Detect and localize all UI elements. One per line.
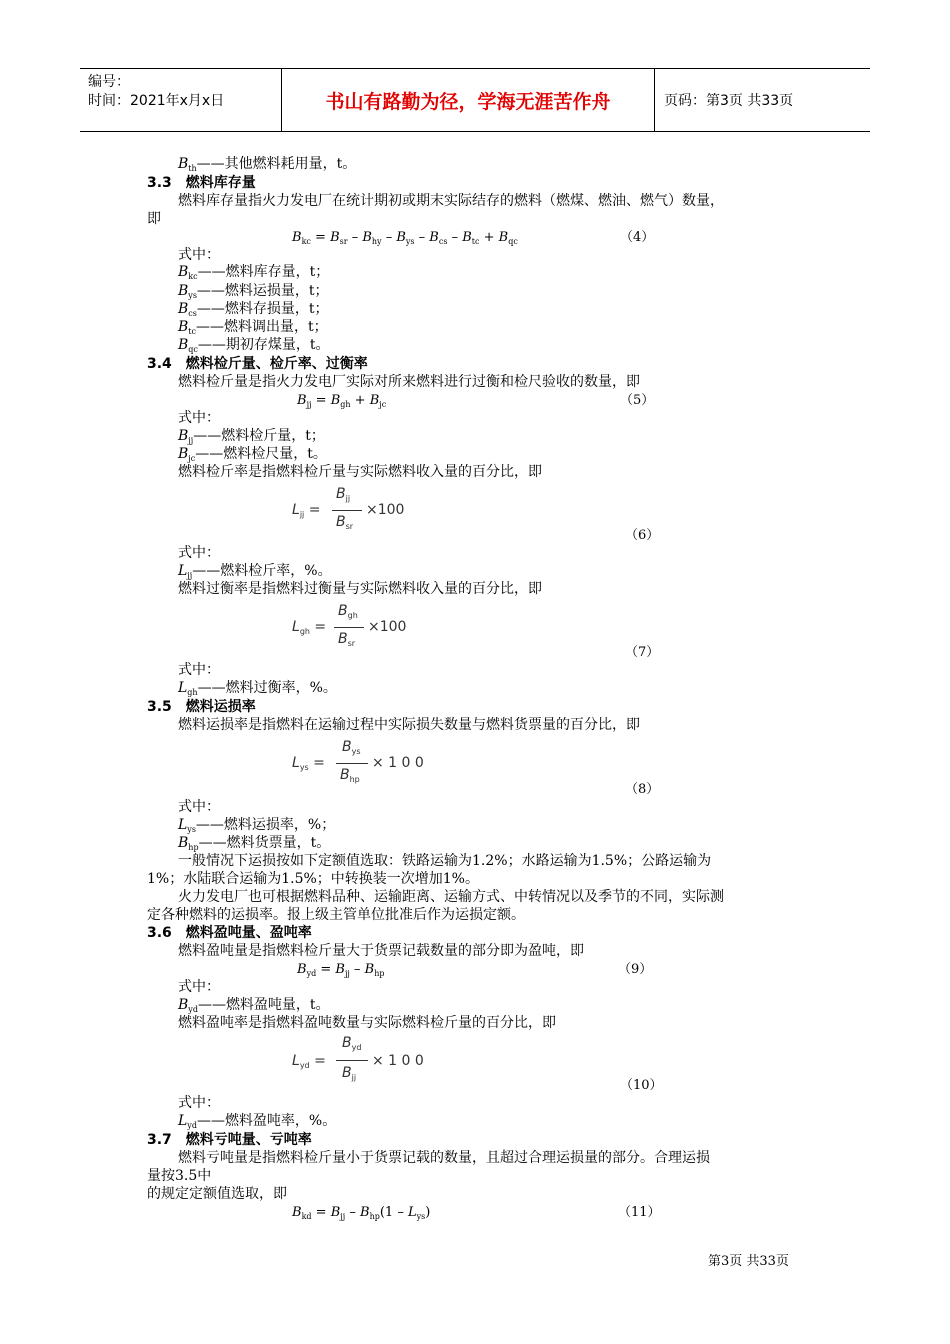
paragraph: 燃料盈吨量是指燃料检斤量大于货票记载数量的部分即为盈吨，即 [178, 943, 584, 959]
definition: $B_{cs}——$燃料存损量，t； [178, 301, 329, 318]
motto: 书山有路勤为径，学海无涯苦作舟 [325, 90, 611, 113]
section-heading: 3.4 燃料检斤量、检斤率、过衡率 [147, 356, 368, 372]
paragraph: 式中： [178, 1095, 220, 1111]
definition: $L_{gh}——$燃料过衡率，%。 [178, 680, 337, 697]
equation-8: $L_{ys}$ = $B_{ys}$ $B_{hp}$ × 1 0 0 [292, 739, 424, 784]
section-heading: 3.5 燃料运损率 [147, 699, 256, 715]
time-label: 时间：2021年x月x日 [88, 93, 225, 109]
paragraph: 燃料运损率是指燃料在运输过程中实际损失数量与燃料货票量的百分比，即 [178, 717, 640, 733]
page-label: 页码：第3页 共33页 [664, 93, 794, 109]
def-bth: $B_{th}——$其他燃料耗用量，t。 [178, 156, 357, 173]
page-footer: 第3页 共33页 [708, 1254, 789, 1269]
definition: $B_{yd}——$燃料盈吨量，t。 [178, 997, 330, 1014]
paragraph: 式中： [178, 979, 220, 995]
equation-7: $L_{gh}$ = $B_{gh}$ $B_{sr}$ ×100 [292, 603, 407, 648]
header-meta [88, 73, 224, 111]
section-heading: 3.7 燃料亏吨量、亏吨率 [147, 1132, 312, 1148]
paragraph: 燃料亏吨量是指燃料检斤量小于货票记载的数量，且超过合理运损量的部分。合理运损 [178, 1150, 710, 1166]
definition: $B_{ys}——$燃料运损量，t； [178, 283, 329, 300]
definition: $B_{jj}——$燃料检斤量，t； [178, 428, 325, 445]
definition: $B_{tc}——$燃料调出量，t； [178, 319, 328, 336]
definition: $B_{hp}——$燃料货票量，t。 [178, 835, 331, 852]
paragraph: 量按3.5中 [147, 1168, 212, 1184]
paragraph: 1%；水陆联合运输为1.5%；中转换装一次增加1%。 [147, 871, 479, 887]
equation-number: （8） [625, 782, 660, 797]
header-divider [654, 69, 655, 131]
paragraph: 燃料盈吨率是指燃料盈吨数量与实际燃料检斤量的百分比，即 [178, 1015, 556, 1031]
equation-number: （7） [625, 645, 660, 660]
equation-number: （11） [618, 1205, 661, 1220]
paragraph: 定各种燃料的运损率。报上级主管单位批准后作为运损定额。 [147, 907, 525, 923]
paragraph: 燃料检斤量是指火力发电厂实际对所来燃料进行过衡和检尺验收的数量，即 [178, 374, 640, 390]
equation-number: （9） [618, 962, 653, 977]
equation-5: $B_{jj} = B_{gh} + B_{jc}$ [297, 393, 387, 409]
paragraph: 燃料检斤率是指燃料检斤量与实际燃料收入量的百分比，即 [178, 464, 542, 480]
equation-11: $B_{kd} = B_{jj} - B_{hp}(1 - L_{ys})$ [292, 1205, 431, 1221]
equation-10: $L_{yd}$ = $B_{yd}$ $B_{jj}$ × 1 0 0 [292, 1035, 424, 1082]
paragraph: 燃料过衡率是指燃料过衡量与实际燃料收入量的百分比，即 [178, 581, 542, 597]
paragraph: 式中： [178, 545, 220, 561]
definition: $L_{yd}——$燃料盈吨率，%。 [178, 1113, 337, 1130]
paragraph: 火力发电厂也可根据燃料品种、运输距离、运输方式、中转情况以及季节的不同，实际测 [178, 889, 724, 905]
equation-6: $L_{jj}$ = $B_{jj}$ $B_{sr}$ ×100 [292, 486, 405, 531]
section-heading: 3.6 燃料盈吨量、盈吨率 [147, 925, 312, 941]
definition: $L_{jj}——$燃料检斤率，%。 [178, 563, 332, 580]
equation-4: $B_{kc} = B_{sr} - B_{hy} - B_{ys} - B_{cs} - B_{tc} + B_{qc}$ [292, 230, 518, 246]
paragraph: 式中： [178, 410, 220, 426]
paragraph: 式中： [178, 799, 220, 815]
equation-number: （6） [625, 528, 660, 543]
page-header [80, 68, 870, 132]
paragraph: 即 [147, 211, 161, 227]
paragraph: 燃料库存量指火力发电厂在统计期初或期末实际结存的燃料（燃煤、燃油、燃气）数量， [178, 193, 724, 209]
definition: $B_{qc}——$期初存煤量，t。 [178, 337, 330, 354]
paragraph: 式中： [178, 662, 220, 678]
paragraph: 一般情况下运损按如下定额值选取：铁路运输为1.2%；水路运输为1.5%；公路运输为 [178, 853, 712, 869]
equation-number: （4） [620, 230, 655, 245]
section-heading: 3.3 燃料库存量 [147, 175, 256, 191]
equation-9: $B_{yd} = B_{jj} - B_{hp}$ [297, 962, 385, 978]
paragraph: 式中： [178, 247, 220, 263]
definition: $B_{jc}——$燃料检尺量，t。 [178, 446, 327, 463]
equation-number: （5） [620, 393, 655, 408]
definition: $L_{ys}——$燃料运损率，%； [178, 817, 336, 834]
code-label: 编号： [88, 74, 130, 90]
paragraph: 的规定定额值选取，即 [147, 1186, 287, 1202]
equation-number: （10） [620, 1078, 663, 1093]
definition: $B_{kc}——$燃料库存量，t； [178, 264, 330, 281]
